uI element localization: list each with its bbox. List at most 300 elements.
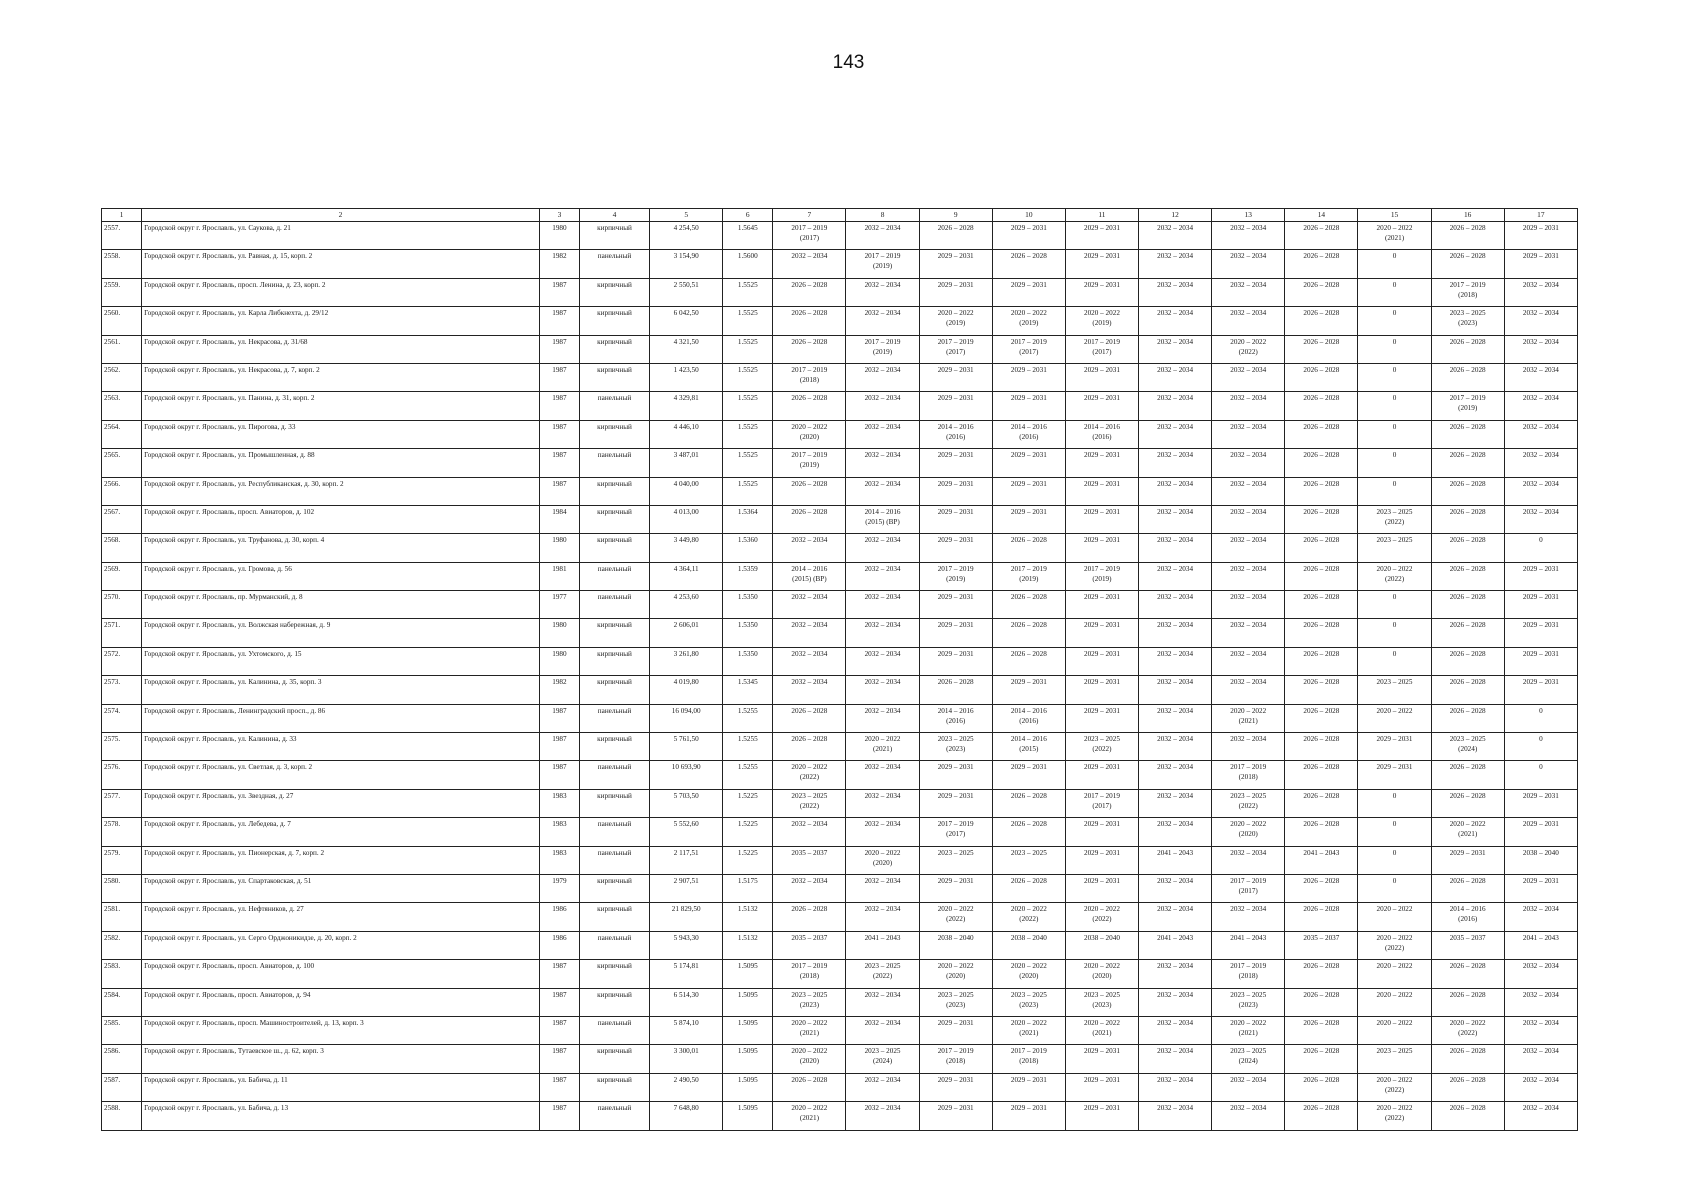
table-cell: кирпичный — [579, 222, 649, 250]
table-cell: 2029 – 2031 — [919, 647, 992, 675]
table-cell: 2017 – 2019 (2019) — [773, 449, 846, 477]
table-cell: кирпичный — [579, 874, 649, 902]
table-cell: 2026 – 2028 — [1285, 363, 1358, 391]
table-cell: 2032 – 2034 — [1212, 505, 1285, 533]
table-cell: 2017 – 2019 (2018) — [773, 960, 846, 988]
address-cell: Городской округ г. Ярославль, ул. Калинина, д. 35, корп. 3 — [142, 676, 540, 704]
table-cell: 2020 – 2022 — [1358, 1016, 1431, 1044]
table-cell: 2029 – 2031 — [919, 789, 992, 817]
table-cell: 1987 — [539, 1016, 579, 1044]
address-cell: Городской округ г. Ярославль, Ленинградский просп., д. 86 — [142, 704, 540, 732]
table-cell: 2032 – 2034 — [1504, 449, 1577, 477]
table-cell: 5 761,50 — [650, 733, 723, 761]
table-cell: 2026 – 2028 — [1431, 761, 1504, 789]
address-cell: Городской округ г. Ярославль, просп. Ленина, д. 23, корп. 2 — [142, 278, 540, 306]
table-row — [102, 1016, 1578, 1044]
table-cell: 1983 — [539, 818, 579, 846]
table-cell: кирпичный — [579, 1073, 649, 1101]
row-number-cell: 2566. — [102, 477, 142, 505]
table-cell: 2029 – 2031 — [1065, 818, 1138, 846]
table-cell: кирпичный — [579, 647, 649, 675]
table-cell: 2026 – 2028 — [773, 1073, 846, 1101]
table-row — [102, 704, 1578, 732]
address-cell: Городской округ г. Ярославль, ул. Панина, д. 31, корп. 2 — [142, 392, 540, 420]
table-cell: 1.5095 — [723, 960, 773, 988]
table-cell: 2026 – 2028 — [919, 222, 992, 250]
table-cell: 2029 – 2031 — [992, 363, 1065, 391]
table-cell: 2032 – 2034 — [1212, 363, 1285, 391]
table-cell: 2029 – 2031 — [1358, 761, 1431, 789]
table-cell: 2032 – 2034 — [1139, 534, 1212, 562]
table-cell: 2032 – 2034 — [1504, 335, 1577, 363]
table-cell: 2020 – 2022 (2019) — [1065, 307, 1138, 335]
table-cell: 2026 – 2028 — [1285, 1045, 1358, 1073]
table-cell: кирпичный — [579, 988, 649, 1016]
table-cell: 2026 – 2028 — [773, 704, 846, 732]
table-cell: 2029 – 2031 — [919, 250, 992, 278]
row-number-cell: 2572. — [102, 647, 142, 675]
table-cell: 2029 – 2031 — [919, 1016, 992, 1044]
table-cell: 2029 – 2031 — [992, 761, 1065, 789]
table-cell: кирпичный — [579, 278, 649, 306]
table-cell: панельный — [579, 761, 649, 789]
table-cell: 1.5525 — [723, 477, 773, 505]
table-cell: 1987 — [539, 307, 579, 335]
table-row — [102, 222, 1578, 250]
table-cell: 1.5364 — [723, 505, 773, 533]
table-cell: 1987 — [539, 1045, 579, 1073]
row-number-cell: 2588. — [102, 1102, 142, 1130]
table-body — [102, 222, 1578, 1131]
row-number-cell: 2559. — [102, 278, 142, 306]
table-cell: 4 019,80 — [650, 676, 723, 704]
table-row — [102, 761, 1578, 789]
table-cell: 2032 – 2034 — [846, 647, 919, 675]
table-cell: 1980 — [539, 619, 579, 647]
table-cell: 2026 – 2028 — [1285, 534, 1358, 562]
table-cell: 2026 – 2028 — [1431, 363, 1504, 391]
table-cell: 2035 – 2037 — [1431, 931, 1504, 959]
table-cell: 2017 – 2019 (2018) — [1212, 761, 1285, 789]
table-cell: панельный — [579, 818, 649, 846]
table-row — [102, 505, 1578, 533]
table-cell: 1.5225 — [723, 846, 773, 874]
table-cell: 2029 – 2031 — [1065, 846, 1138, 874]
table-cell: 2017 – 2019 (2017) — [1065, 335, 1138, 363]
table-cell: 2026 – 2028 — [1431, 505, 1504, 533]
table-cell: 2026 – 2028 — [773, 505, 846, 533]
table-cell: 2032 – 2034 — [846, 591, 919, 619]
table-cell: 2023 – 2025 (2024) — [1431, 733, 1504, 761]
table-cell: 0 — [1504, 534, 1577, 562]
table-cell: 2014 – 2016 (2016) — [919, 704, 992, 732]
table-cell: 2029 – 2031 — [919, 761, 992, 789]
table-cell: 2026 – 2028 — [1285, 392, 1358, 420]
table-cell: 1.5132 — [723, 931, 773, 959]
table-row — [102, 420, 1578, 448]
table-cell: 5 552,60 — [650, 818, 723, 846]
table-cell: 2032 – 2034 — [846, 278, 919, 306]
row-number-cell: 2581. — [102, 903, 142, 931]
table-cell: 2032 – 2034 — [1504, 988, 1577, 1016]
table-cell: 2026 – 2028 — [1285, 647, 1358, 675]
table-cell: 1.5600 — [723, 250, 773, 278]
table-cell: 0 — [1358, 818, 1431, 846]
table-row — [102, 278, 1578, 306]
table-cell: 2026 – 2028 — [1285, 1016, 1358, 1044]
table-cell: 2017 – 2019 (2019) — [846, 335, 919, 363]
table-cell: 7 648,80 — [650, 1102, 723, 1130]
table-cell: 2026 – 2028 — [1285, 278, 1358, 306]
table-cell: 2032 – 2034 — [1212, 420, 1285, 448]
address-cell: Городской округ г. Ярославль, ул. Нефтяников, д. 27 — [142, 903, 540, 931]
table-cell: 2026 – 2028 — [773, 335, 846, 363]
address-cell: Городской округ г. Ярославль, ул. Ухтомского, д. 15 — [142, 647, 540, 675]
table-cell: 3 154,90 — [650, 250, 723, 278]
table-cell: 2032 – 2034 — [846, 534, 919, 562]
table-cell: 2032 – 2034 — [846, 392, 919, 420]
table-cell: 2026 – 2028 — [992, 647, 1065, 675]
address-cell: Городской округ г. Ярославль, ул. Карла Либкнехта, д. 29/12 — [142, 307, 540, 335]
table-cell: 2026 – 2028 — [1431, 335, 1504, 363]
table-cell: 2026 – 2028 — [1431, 988, 1504, 1016]
table-cell: 2020 – 2022 (2021) — [1065, 1016, 1138, 1044]
table-cell: 2020 – 2022 (2020) — [773, 1045, 846, 1073]
table-cell: 2026 – 2028 — [1285, 307, 1358, 335]
table-cell: 2032 – 2034 — [1212, 591, 1285, 619]
table-cell: 2026 – 2028 — [1431, 250, 1504, 278]
column-header-9: 9 — [919, 209, 992, 222]
table-row — [102, 335, 1578, 363]
table-cell: 2029 – 2031 — [919, 591, 992, 619]
table-cell: 2032 – 2034 — [1504, 960, 1577, 988]
table-cell: 2029 – 2031 — [1065, 363, 1138, 391]
table-cell: 2032 – 2034 — [846, 477, 919, 505]
table-cell: 2035 – 2037 — [773, 931, 846, 959]
table-cell: 2032 – 2034 — [1139, 449, 1212, 477]
table-cell: 1987 — [539, 988, 579, 1016]
address-cell: Городской округ г. Ярославль, ул. Пирогова, д. 33 — [142, 420, 540, 448]
table-cell: 0 — [1358, 278, 1431, 306]
table-cell: 2029 – 2031 — [992, 1102, 1065, 1130]
table-cell: 2032 – 2034 — [846, 704, 919, 732]
table-cell: кирпичный — [579, 420, 649, 448]
table-cell: 2020 – 2022 (2021) — [1212, 704, 1285, 732]
table-cell: кирпичный — [579, 477, 649, 505]
table-cell: 1.5525 — [723, 363, 773, 391]
table-cell: 2020 – 2022 (2021) — [773, 1102, 846, 1130]
table-cell: 2026 – 2028 — [919, 676, 992, 704]
table-row — [102, 960, 1578, 988]
table-cell: 2032 – 2034 — [846, 789, 919, 817]
address-cell: Городской округ г. Ярославль, пр. Мурманский, д. 8 — [142, 591, 540, 619]
table-row — [102, 534, 1578, 562]
table-cell: 2029 – 2031 — [919, 1102, 992, 1130]
row-number-cell: 2557. — [102, 222, 142, 250]
table-cell: 1982 — [539, 250, 579, 278]
address-cell: Городской округ г. Ярославль, ул. Труфанова, д. 30, корп. 4 — [142, 534, 540, 562]
address-cell: Городской округ г. Ярославль, просп. Авиаторов, д. 100 — [142, 960, 540, 988]
table-cell: 2032 – 2034 — [1139, 676, 1212, 704]
table-cell: 1987 — [539, 420, 579, 448]
row-number-cell: 2570. — [102, 591, 142, 619]
table-cell: 1987 — [539, 335, 579, 363]
table-cell: 1987 — [539, 477, 579, 505]
table-cell: кирпичный — [579, 733, 649, 761]
table-cell: 1.5345 — [723, 676, 773, 704]
table-cell: 2032 – 2034 — [846, 363, 919, 391]
table-cell: 3 261,80 — [650, 647, 723, 675]
table-cell: 2026 – 2028 — [773, 477, 846, 505]
table-row — [102, 647, 1578, 675]
table-cell: 2026 – 2028 — [1431, 960, 1504, 988]
table-cell: 0 — [1358, 335, 1431, 363]
table-cell: 2026 – 2028 — [1431, 1045, 1504, 1073]
table-cell: 2026 – 2028 — [1431, 704, 1504, 732]
table-cell: кирпичный — [579, 335, 649, 363]
table-cell: 2023 – 2025 — [1358, 676, 1431, 704]
table-cell: 2029 – 2031 — [1065, 505, 1138, 533]
table-cell: 2032 – 2034 — [1139, 505, 1212, 533]
table-cell: 2020 – 2022 (2019) — [992, 307, 1065, 335]
table-cell: кирпичный — [579, 534, 649, 562]
table-cell: 2029 – 2031 — [992, 222, 1065, 250]
table-cell: панельный — [579, 1102, 649, 1130]
row-number-cell: 2586. — [102, 1045, 142, 1073]
table-cell: 2026 – 2028 — [1431, 562, 1504, 590]
table-row — [102, 392, 1578, 420]
table-cell: 2026 – 2028 — [773, 903, 846, 931]
table-cell: 2029 – 2031 — [1504, 818, 1577, 846]
table-cell: 2017 – 2019 (2018) — [773, 363, 846, 391]
table-cell: панельный — [579, 449, 649, 477]
table-cell: панельный — [579, 392, 649, 420]
table-cell: 2029 – 2031 — [1065, 392, 1138, 420]
table-cell: панельный — [579, 1016, 649, 1044]
column-header-3: 3 — [539, 209, 579, 222]
table-cell: 2032 – 2034 — [1139, 307, 1212, 335]
table-cell: 2020 – 2022 (2022) — [773, 761, 846, 789]
table-cell: 2032 – 2034 — [1139, 789, 1212, 817]
table-cell: 2029 – 2031 — [919, 278, 992, 306]
row-number-cell: 2578. — [102, 818, 142, 846]
table-cell: 2029 – 2031 — [1504, 676, 1577, 704]
table-cell: 2026 – 2028 — [1431, 874, 1504, 902]
table-cell: 1.5359 — [723, 562, 773, 590]
table-row — [102, 676, 1578, 704]
table-cell: 2020 – 2022 (2020) — [992, 960, 1065, 988]
table-cell: 1.5095 — [723, 1073, 773, 1101]
table-cell: 2029 – 2031 — [1504, 222, 1577, 250]
table-cell: 2032 – 2034 — [1504, 1045, 1577, 1073]
row-number-cell: 2558. — [102, 250, 142, 278]
table-cell: 2023 – 2025 (2024) — [1212, 1045, 1285, 1073]
table-cell: 2032 – 2034 — [846, 562, 919, 590]
table-cell: 0 — [1504, 733, 1577, 761]
table-cell: 1.5525 — [723, 278, 773, 306]
column-header-1: 1 — [102, 209, 142, 222]
table-cell: 1.5525 — [723, 420, 773, 448]
table-cell: 2032 – 2034 — [1212, 562, 1285, 590]
table-cell: 2026 – 2028 — [1285, 477, 1358, 505]
table-cell: 2032 – 2034 — [1212, 733, 1285, 761]
table-cell: 2032 – 2034 — [1504, 477, 1577, 505]
table-cell: 2 117,51 — [650, 846, 723, 874]
table-cell: 4 329,81 — [650, 392, 723, 420]
table-cell: 0 — [1358, 874, 1431, 902]
table-cell: 1981 — [539, 562, 579, 590]
table-cell: 1.5645 — [723, 222, 773, 250]
table-row — [102, 903, 1578, 931]
table-cell: 0 — [1358, 619, 1431, 647]
table-cell: 0 — [1358, 591, 1431, 619]
table-cell: 2029 – 2031 — [1504, 647, 1577, 675]
table-cell: 2026 – 2028 — [1285, 449, 1358, 477]
table-cell: 2026 – 2028 — [1285, 250, 1358, 278]
table-cell: 2032 – 2034 — [1139, 1073, 1212, 1101]
table-cell: кирпичный — [579, 960, 649, 988]
table-cell: 2035 – 2037 — [1285, 931, 1358, 959]
table-cell: 1980 — [539, 222, 579, 250]
table-cell: 2026 – 2028 — [1285, 733, 1358, 761]
row-number-cell: 2587. — [102, 1073, 142, 1101]
table-cell: 2029 – 2031 — [919, 619, 992, 647]
table-cell: 2026 – 2028 — [1285, 1073, 1358, 1101]
table-cell: кирпичный — [579, 307, 649, 335]
table-cell: 2026 – 2028 — [1285, 505, 1358, 533]
table-cell: 2032 – 2034 — [846, 903, 919, 931]
table-cell: 2017 – 2019 (2019) — [846, 250, 919, 278]
address-cell: Городской округ г. Ярославль, просп. Машиностроителей, д. 13, корп. 3 — [142, 1016, 540, 1044]
table-cell: 2026 – 2028 — [992, 818, 1065, 846]
table-cell: 2029 – 2031 — [1504, 789, 1577, 817]
table-cell: 2032 – 2034 — [846, 619, 919, 647]
table-cell: 2026 – 2028 — [773, 278, 846, 306]
table-cell: 2032 – 2034 — [1212, 278, 1285, 306]
table-cell: 1986 — [539, 903, 579, 931]
table-row — [102, 1073, 1578, 1101]
table-cell: 1987 — [539, 392, 579, 420]
table-cell: панельный — [579, 931, 649, 959]
table-cell: 2026 – 2028 — [992, 591, 1065, 619]
column-header-13: 13 — [1212, 209, 1285, 222]
table-cell: 2032 – 2034 — [846, 449, 919, 477]
table-cell: 2032 – 2034 — [1139, 477, 1212, 505]
table-cell: 1.5095 — [723, 1016, 773, 1044]
table-cell: 2014 – 2016 (2016) — [1065, 420, 1138, 448]
table-cell: 2032 – 2034 — [1504, 420, 1577, 448]
table-cell: 1.5525 — [723, 392, 773, 420]
table-cell: 2032 – 2034 — [1212, 1073, 1285, 1101]
address-cell: Городской округ г. Ярославль, просп. Авиаторов, д. 102 — [142, 505, 540, 533]
table-cell: 2029 – 2031 — [1504, 562, 1577, 590]
table-cell: 2017 – 2019 (2017) — [919, 335, 992, 363]
table-cell: 2032 – 2034 — [773, 874, 846, 902]
table-cell: 2029 – 2031 — [919, 363, 992, 391]
table-cell: 1987 — [539, 363, 579, 391]
table-cell: 1.5350 — [723, 619, 773, 647]
table-cell: 2014 – 2016 (2016) — [1431, 903, 1504, 931]
table-cell: 2023 – 2025 (2023) — [919, 988, 992, 1016]
table-cell: панельный — [579, 704, 649, 732]
table-cell: 2032 – 2034 — [773, 619, 846, 647]
table-cell: 2032 – 2034 — [846, 818, 919, 846]
table-cell: 0 — [1358, 789, 1431, 817]
table-cell: кирпичный — [579, 676, 649, 704]
table-cell: 1980 — [539, 647, 579, 675]
address-cell: Городской округ г. Ярославль, ул. Саукова, д. 21 — [142, 222, 540, 250]
table-cell: 6 042,50 — [650, 307, 723, 335]
row-number-cell: 2574. — [102, 704, 142, 732]
table-cell: 5 874,10 — [650, 1016, 723, 1044]
address-cell: Городской округ г. Ярославль, ул. Звездная, д. 27 — [142, 789, 540, 817]
table-cell: 1.5225 — [723, 789, 773, 817]
table-cell: 21 829,50 — [650, 903, 723, 931]
column-header-8: 8 — [846, 209, 919, 222]
table-cell: 2032 – 2034 — [1139, 761, 1212, 789]
table-cell: кирпичный — [579, 1045, 649, 1073]
table-cell: 1980 — [539, 534, 579, 562]
table-cell: 1987 — [539, 1102, 579, 1130]
table-cell: 2026 – 2028 — [1431, 449, 1504, 477]
table-cell: 2032 – 2034 — [1139, 222, 1212, 250]
table-cell: 2020 – 2022 (2022) — [1065, 903, 1138, 931]
table-row — [102, 619, 1578, 647]
address-cell: Городской округ г. Ярославль, Тутаевское ш., д. 62, корп. 3 — [142, 1045, 540, 1073]
row-number-cell: 2585. — [102, 1016, 142, 1044]
table-cell: 2029 – 2031 — [919, 505, 992, 533]
table-cell: 2029 – 2031 — [1065, 704, 1138, 732]
table-cell: 2026 – 2028 — [992, 789, 1065, 817]
table-cell: 2029 – 2031 — [1065, 874, 1138, 902]
table-cell: 2029 – 2031 — [992, 505, 1065, 533]
address-cell: Городской округ г. Ярославль, просп. Авиаторов, д. 94 — [142, 988, 540, 1016]
table-cell: 1.5255 — [723, 704, 773, 732]
row-number-cell: 2560. — [102, 307, 142, 335]
address-cell: Городской округ г. Ярославль, ул. Светлая, д. 3, корп. 2 — [142, 761, 540, 789]
table-cell: 2017 – 2019 (2019) — [919, 562, 992, 590]
table-header — [102, 209, 1578, 222]
table-cell: 2017 – 2019 (2017) — [1065, 789, 1138, 817]
table-cell: 2032 – 2034 — [1139, 392, 1212, 420]
table-cell: 2020 – 2022 (2022) — [1358, 931, 1431, 959]
table-cell: 2032 – 2034 — [1139, 1102, 1212, 1130]
table-cell: 2032 – 2034 — [1504, 392, 1577, 420]
table-cell: 2029 – 2031 — [1065, 222, 1138, 250]
column-header-17: 17 — [1504, 209, 1577, 222]
table-cell: 2 490,50 — [650, 1073, 723, 1101]
table-cell: 2032 – 2034 — [1139, 704, 1212, 732]
table-cell: 2032 – 2034 — [1504, 505, 1577, 533]
table-cell: 1.5175 — [723, 874, 773, 902]
table-cell: 2032 – 2034 — [1139, 960, 1212, 988]
column-header-15: 15 — [1358, 209, 1431, 222]
table-cell: кирпичный — [579, 903, 649, 931]
table-cell: 2035 – 2037 — [773, 846, 846, 874]
address-cell: Городской округ г. Ярославль, ул. Пионерская, д. 7, корп. 2 — [142, 846, 540, 874]
header-row — [102, 209, 1578, 222]
table-cell: 0 — [1358, 307, 1431, 335]
table-cell: 2032 – 2034 — [773, 591, 846, 619]
table-cell: 2020 – 2022 (2021) — [773, 1016, 846, 1044]
table-cell: 1.5525 — [723, 335, 773, 363]
table-cell: 2029 – 2031 — [992, 392, 1065, 420]
table-cell: кирпичный — [579, 789, 649, 817]
table-cell: 2017 – 2019 (2019) — [1065, 562, 1138, 590]
table-cell: 2032 – 2034 — [773, 250, 846, 278]
address-cell: Городской округ г. Ярославль, ул. Лебедева, д. 7 — [142, 818, 540, 846]
table-cell: 2026 – 2028 — [1285, 960, 1358, 988]
